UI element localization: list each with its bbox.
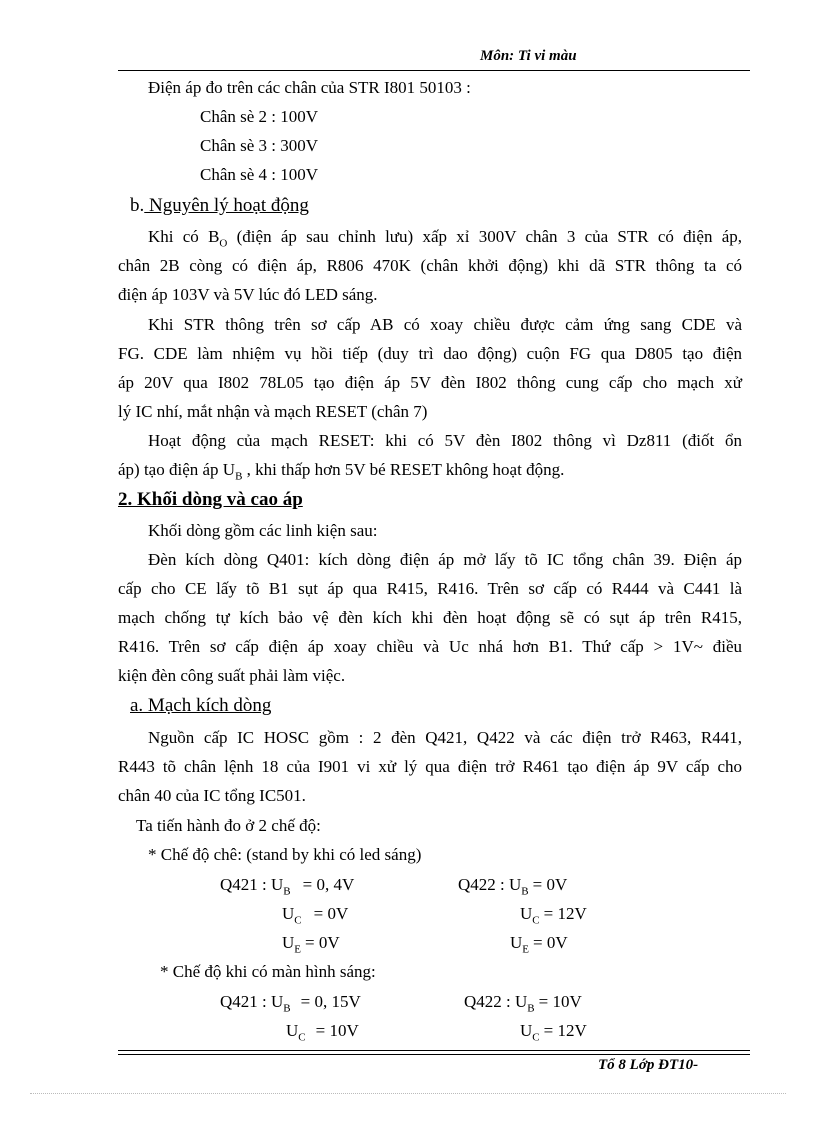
screen-q421-uc: $U_C = 10V$ (286, 1021, 359, 1044)
s2-p2-line4: R416. Trên sơ cấp điện áp xoay chiều và Uc nhá hơn B1. Thứ cấp > 1V~ điều (118, 637, 742, 656)
section-a-heading: a. Mạch kích dòng (130, 695, 272, 716)
standby-q421-uc: $U_C = 0V$ (282, 904, 349, 927)
measure-intro: Ta tiến hành đo ở 2 chế độ: (136, 816, 321, 835)
b-p2-line4: lý IC nhí, mắt nhận và mạch RESET (chân 7) (118, 402, 428, 421)
screen-q422-ub: Q422 : $U_B = 10V$ (464, 992, 582, 1015)
b-p1-line3: điện áp 103V và 5V lúc đó LED sáng. (118, 285, 378, 304)
page-footer-title: Tổ 8 Lớp ĐT10- (598, 1057, 699, 1073)
s2-p2-line5: kiện đèn công suất phải làm việc. (118, 666, 346, 685)
header-rule (118, 70, 750, 71)
pin-line-4: Chân sè 4 : 100V (200, 165, 319, 184)
standby-label: * Chế độ chê: (stand by khi có led sáng) (148, 845, 422, 864)
footer-rule-bottom (118, 1054, 750, 1055)
page-bottom-dotted-line (30, 1093, 786, 1094)
s2-p2-line3: mạch chống tự kích bảo vệ đèn kích khi đèn hoạt động sẽ có sụt áp trên R415, (118, 608, 742, 627)
a-p1-line3: chân 40 của IC tổng IC501. (118, 786, 306, 805)
section-b-prefix: b. (130, 195, 145, 216)
footer-rule-top (118, 1050, 750, 1051)
b-p3-line1: Hoạt động của mạch RESET: khi có 5V đèn I802 thông vì Dz811 (điốt ổn (148, 431, 742, 450)
b-p1-line1: Khi có $B_O$ (điện áp sau chỉnh lưu) xấp xỉ 300V chân 3 của STR có điện áp, (148, 227, 743, 250)
section-2-intro: Khối dòng gồm các linh kiện sau: (148, 521, 378, 540)
standby-q421-ue: $U_E = 0V$ (282, 933, 340, 956)
standby-q422-ue: $U_E = 0V$ (510, 933, 568, 956)
standby-q422-ub: Q422 : $U_B = 0V$ (458, 875, 568, 898)
b-p2-line2: FG. CDE làm nhiệm vụ hồi tiếp (duy trì dao động) cuộn FG qua D805 tạo điện (118, 344, 742, 363)
screen-q421-ub: Q421 : $U_B = 0$, 15V (220, 992, 361, 1015)
screen-q422-uc: $U_C = 12V$ (520, 1021, 587, 1044)
pin-line-3: Chân sè 3 : 300V (200, 136, 319, 155)
a-p1-line1: Nguồn cấp IC HOSC gồm : 2 đèn Q421, Q422 và các điện trở R463, R441, (148, 728, 742, 747)
section-2-heading: 2. Khối dòng và cao áp (118, 489, 303, 510)
b-p3-line2: áp) tạo điện áp $U_B$ , khi thấp hơn 5V bé RESET không hoạt động. (118, 460, 565, 483)
standby-q422-uc: $U_C = 12V$ (520, 904, 587, 927)
section-b-heading (130, 195, 309, 217)
standby-q421-ub: Q421 : $U_B = 0$, 4V (220, 875, 355, 898)
s2-p2-line2: cấp cho CE lấy tõ B1 sụt áp qua R415, R416. Trên sơ cấp có R444 và C441 là (118, 579, 742, 598)
str-intro: Điện áp đo trên các chân của STR I801 50103 : (148, 78, 471, 97)
b-p2-line3: áp 20V qua I802 78L05 tạo điện áp 5V đèn I802 thông cung cấp cho mạch xử (118, 373, 742, 392)
b-p2-line1: Khi STR thông trên sơ cấp AB có xoay chiều được cảm ứng sang CDE và (148, 315, 742, 334)
pin-line-2: Chân sè 2 : 100V (200, 107, 319, 126)
screen-label: * Chế độ khi có màn hình sáng: (160, 962, 376, 981)
s2-p2-line1: Đèn kích dòng Q401: kích dòng điện áp mở lấy tõ IC tổng chân 39. Điện áp (148, 550, 742, 569)
a-p1-line2: R443 tõ chân lệnh 18 của I901 vi xử lý qua điện trở R461 tạo điện áp 9V cấp cho (118, 757, 742, 776)
page-header-title: Môn: Ti vi màu (480, 48, 577, 64)
section-b-title: Nguyên lý hoạt động (144, 195, 309, 216)
b-p1-line2: chân 2B còng có điện áp, R806 470K (chân khởi động) khi dã STR thông ta có (118, 256, 742, 275)
